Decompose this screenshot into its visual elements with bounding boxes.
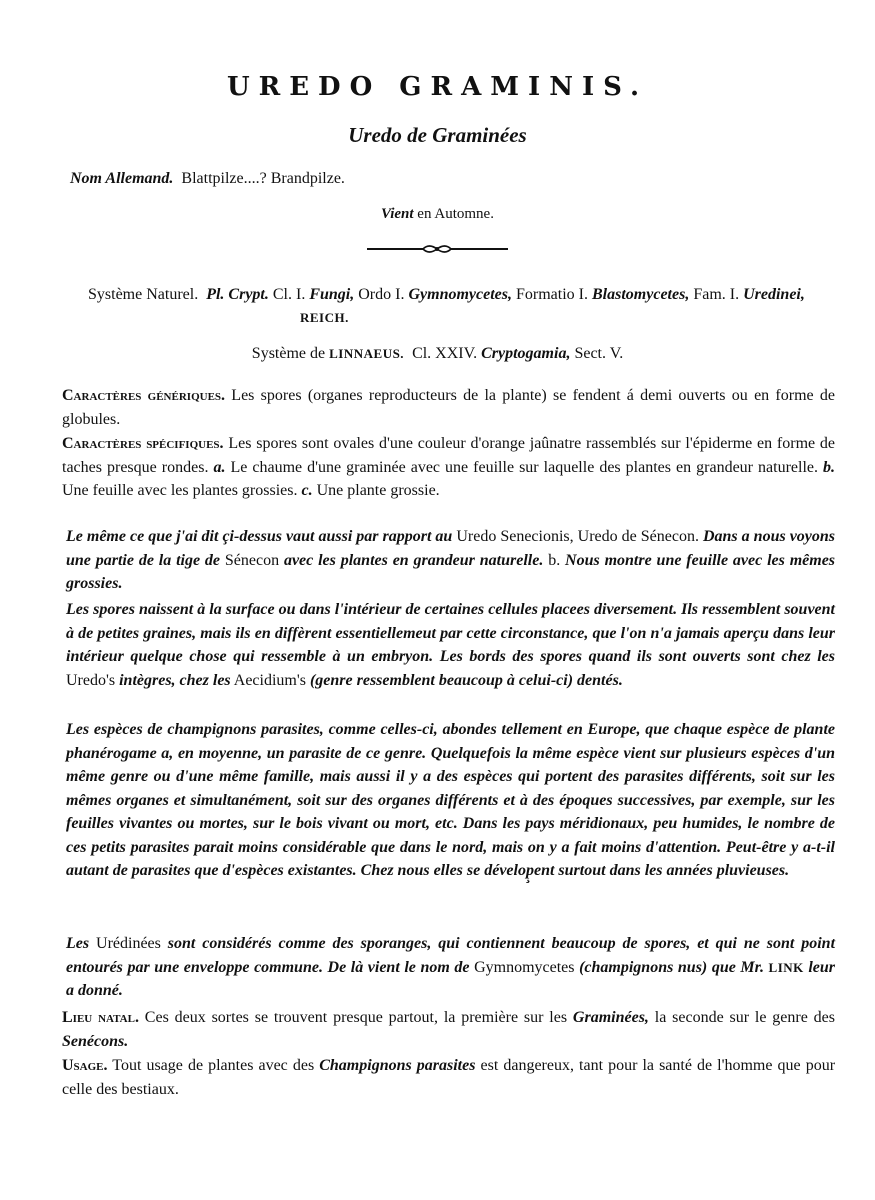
uredinees-text-5: (champignons nus) que Mr. (579, 958, 764, 976)
specific-characters-text-2: Le chaume d'une graminée avec une feuille sur laquelle des plantes en grandeur naturelle. (230, 458, 818, 476)
spores-text-5: (genre ressemblent beaucoup à celui-ci) dentés. (309, 671, 623, 689)
spores-paragraph (66, 598, 835, 692)
usage-label: Usage. (62, 1057, 108, 1074)
native-place-senecons: Senécons. (62, 1032, 129, 1050)
figure-ref-c: c. (301, 482, 313, 499)
spores-text-2: Uredo's (66, 671, 116, 689)
usage-paragraph (62, 1054, 835, 1101)
same-remark-text-6: b. (548, 551, 561, 569)
german-name-label: Nom Allemand. (70, 170, 174, 187)
usage-parasites: Champignons parasites (319, 1057, 476, 1074)
linnaeus-sect: Sect. V. (574, 345, 624, 362)
uredinees-text-1: Les (66, 935, 90, 952)
specific-characters-label: Caractères spécifiques. (62, 435, 224, 452)
natural-system-uredinei: Uredinei, (743, 286, 805, 303)
figure-ref-a: a. (213, 458, 226, 476)
uredinees-link-name: LINK (768, 959, 804, 975)
figure-ref-b: b. (823, 458, 836, 476)
specific-characters-text-1: Les spores sont ovales d'une couleur d'orange jaûnatre rassemblés sur l'épiderme en forme de taches presque rondes. (62, 435, 835, 476)
page-subtitle: Uredo de Graminées (348, 123, 527, 147)
german-name (70, 170, 345, 188)
ornament-divider (365, 243, 510, 255)
german-name-text: Blattpilze....? Brandpilze. (181, 170, 345, 187)
uredinees-text-3: sont considérés comme des sporanges, qui contiennent beaucoup de spores, et qui ne sont point entourés par une enveloppe commune. De là vient le nom de (66, 935, 836, 976)
native-place-paragraph (62, 1006, 835, 1053)
native-place-label: Lieu natal. (62, 1009, 139, 1026)
natural-system-lead: Système Naturel. (88, 286, 199, 303)
natural-system-gymno: Gymnomycetes, (408, 286, 512, 303)
usage-text-2: est dangereux, tant pour la santé de l'homme que pour celle des bestiaux. (62, 1057, 836, 1098)
natural-system-ordo: Ordo I. (358, 286, 405, 303)
specific-characters-paragraph (62, 432, 835, 503)
season (0, 206, 875, 223)
uredinees-paragraph (66, 932, 835, 1003)
linnaeus-crypto: Cryptogamia, (481, 345, 571, 362)
natural-system-blasto: Blastomycetes, (592, 286, 690, 303)
same-remark-paragraph (66, 525, 835, 596)
same-remark-text-5: avec les plantes en grandeur naturelle. (283, 551, 544, 569)
season-label: Vient (381, 206, 414, 222)
generic-characters-label: Caractères génériques. (62, 387, 226, 404)
natural-system-fungi: Fungi, (309, 286, 355, 303)
native-place-text-1: Ces deux sortes se trouvent presque partout, la première sur les (144, 1009, 568, 1026)
linnaeus-class: Cl. XXIV. (412, 345, 478, 362)
natural-system (88, 283, 820, 329)
specific-characters-text-4: Une plante grossie. (316, 482, 440, 499)
native-place-graminees: Graminées, (572, 1009, 649, 1026)
generic-characters-text: Les spores (organes reproducteurs de la plante) se fendent á demi ouverts ou en forme de globules. (62, 387, 835, 428)
usage-text-1: Tout usage de plantes avec des (112, 1057, 315, 1074)
linnaeus-name: LINNAEUS. (329, 346, 405, 361)
natural-system-reich: REICH. (300, 310, 349, 325)
natural-system-cl: Cl. I. (272, 286, 306, 303)
species-text: Les espèces de champignons parasites, comme celles-ci, abondes tellement en Europe, que chaque espèce de plante phanérogame a, en moyenne, un parasite de ce genre. Quelquefois la même espèce vient sur plusieurs espèces d'un même genre ou d'une même famille, mais aussi il y a des espèces qui portent des parasites différents, soit sur les mêmes organes et simultanément, soit sur des organes différents et à des époques successives, par exemple, sur les feuilles vivantes ou mortes, sur le bois vivant ou mort, etc. Dans les pays méridionaux, peu humides, le nombre de ces petits parasites parait moins considérable que dans le nord, mais on y a fait moins d'attention. Peut-être y a-t-il autant de parasites que d'espèces existantes. Chez nous elles se dévelop̧ent surtout dans les années pluvieuses. (66, 721, 835, 879)
natural-system-fam: Fam. I. (693, 286, 740, 303)
uredinees-text-2: Urédinées (96, 935, 161, 952)
same-remark-text-1: Le même ce que j'ai dit çi-dessus vaut aussi par rapport au (66, 528, 453, 545)
spores-text-1: Les spores naissent à la surface ou dans l'intérieur de certaines cellules placees diversement. Ils ressemblent souvent à de petites graines, mais ils en diffèrent essentiellemeut par cette circonstance, que l'on n'a jamais aperçu dans leur intérieur quelque chose qui ressemble à un embryon. Les bords des spores quand ils sont ouverts sont chez les (66, 601, 835, 665)
season-text: en Automne. (417, 206, 494, 222)
native-place-text-2: la seconde sur le genre des (654, 1009, 836, 1026)
natural-system-plcrypt: Pl. Crypt. (206, 286, 269, 303)
same-remark-text-7: Nous montre une feuille avec les mêmes grossies. (66, 551, 836, 592)
uredinees-text-4: Gymnomycetes (474, 958, 575, 976)
page-title: UREDO GRAMINIS. (226, 72, 649, 102)
same-remark-text-2: Uredo Senecionis, Uredo de Sénecon. (456, 528, 699, 545)
spores-text-3: intègres, chez les (119, 671, 231, 689)
same-remark-text-4: Sénecon (224, 551, 280, 569)
species-paragraph (66, 718, 835, 883)
generic-characters-paragraph (62, 384, 835, 431)
linnaeus-system (0, 345, 875, 363)
specific-characters-text-3: Une feuille avec les plantes grossies. (62, 482, 298, 499)
same-remark-text-3: Dans a nous voyons une partie de la tige de (66, 528, 836, 569)
natural-system-formatio: Formatio I. (516, 286, 588, 303)
linnaeus-lead: Système de (251, 345, 326, 362)
spores-text-4: Aecidium's (233, 671, 306, 689)
uredinees-text-6: leur a donné. (66, 958, 836, 999)
